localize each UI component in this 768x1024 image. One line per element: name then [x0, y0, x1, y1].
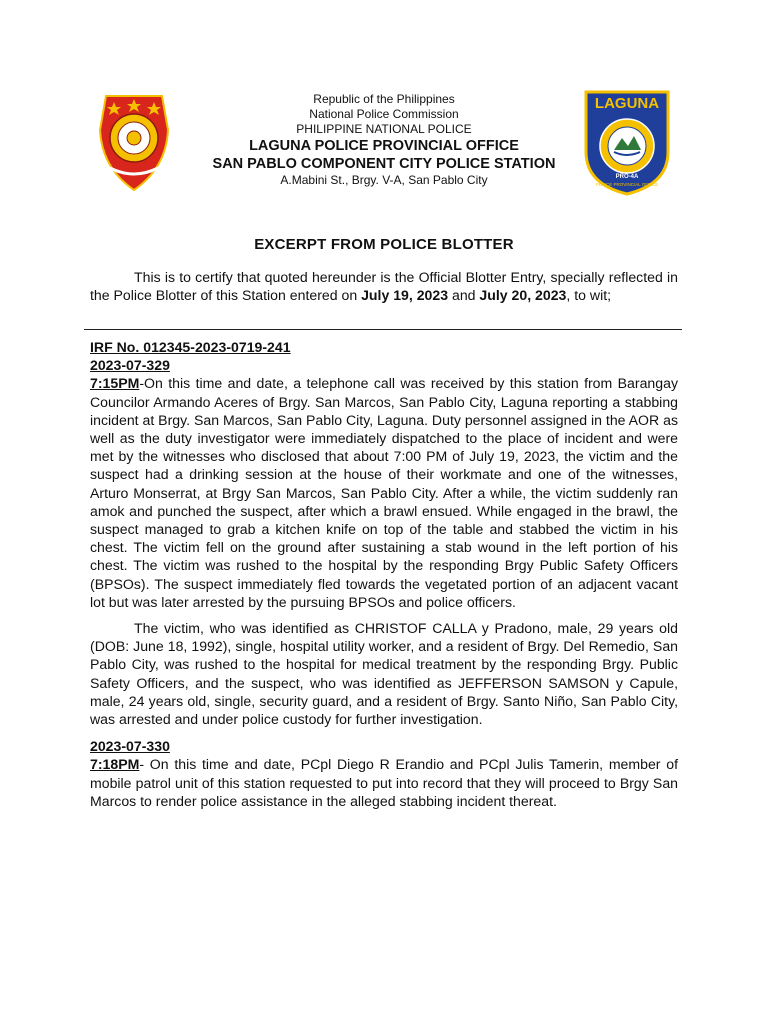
divider	[84, 329, 682, 330]
laguna-ppo-seal-icon	[584, 90, 670, 196]
letterhead	[0, 88, 768, 198]
intro-text-1: This is to certify that quoted hereunder is the Official Blotter Entry, specially reflected in the Police Blotter of this Station entered on	[90, 269, 678, 304]
irf-label: IRF No.	[90, 339, 140, 355]
document-title: EXCERPT FROM POLICE BLOTTER	[254, 236, 514, 253]
entry-2-time: 7:18PM	[90, 756, 140, 773]
intro-text-2: and	[448, 287, 480, 304]
intro-text-3: , to wit;	[566, 287, 612, 304]
blotter-entries	[90, 338, 678, 810]
seal-pro-label: PRO-4A	[615, 174, 639, 180]
station-name: SAN PABLO COMPONENT CITY POLICE STATION	[212, 156, 556, 172]
entry-2-text: - On this time and date, PCpl Diego R Erandio and PCpl Julis Tamerin, member of mobile patrol unit of this station requested to put into record that they will proceed to Brgy San Marcos to render police assistance in the alleged stabbing incident thereat.	[90, 756, 678, 809]
intro-paragraph	[90, 268, 678, 304]
office-name: LAGUNA POLICE PROVINCIAL OFFICE	[249, 138, 519, 154]
letterhead-text	[184, 92, 584, 188]
seal-ring-label: POLICE PROVINCIAL OFFICE	[595, 182, 659, 187]
irf-line	[90, 338, 678, 356]
entry-1-body	[90, 374, 678, 611]
republic-line: Republic of the Philippines	[313, 92, 455, 106]
entry-1-id	[90, 356, 678, 374]
irf-number: 012345-2023-0719-241	[139, 339, 291, 355]
intro-date-2: July 20, 2023	[479, 287, 567, 304]
pnp-line: PHILIPPINE NATIONAL POLICE	[296, 122, 472, 136]
entry-1-number: 2023-07-329	[90, 357, 170, 374]
intro-date-1: July 19, 2023	[361, 287, 449, 304]
entry-2-number: 2023-07-330	[90, 738, 170, 755]
entry-2-body	[90, 755, 678, 810]
entry-1-text: -On this time and date, a telephone call was received by this station from Barangay Councilor Armando Aceres of Brgy. San Marcos, San Pablo City, Laguna reporting a stabbing incident at Brgy. San Marcos, San Pablo City, Laguna. Duty personnel assigned in the AOR as well as the duty investigator were immediately dispatched to the place of incident and were met by the witnesses who disclosed that about 7:00 PM of July 19, 2023, the victim and the suspect had a drinking session at the house of their workmate and one of the witnesses, Arturo Monserrat, at Brgy San Marcos, San Pablo City. After a while, the victim suddenly ran amok and punched the suspect, after which a brawl ensued. While engaged in the brawl, the suspect managed to grab a kitchen knife on top of the table and stabbed the victim in his chest. The victim fell on the ground after sustaining a stab wound in the left portion of his chest. The victim was rushed to the hospital by the responding Brgy Public Safety Officers (BPSOs). The suspect immediately fled towards the vegetated portion of an adjacent vacant lot but was later arrested by the pursuing BPSOs and police officers.	[90, 375, 678, 610]
seal-laguna-label: LAGUNA	[594, 95, 660, 112]
pnp-seal-icon	[96, 90, 172, 194]
commission-line: National Police Commission	[309, 107, 459, 121]
station-address: A.Mabini St., Brgy. V-A, San Pablo City	[280, 173, 488, 187]
entry-1-paragraph-2: The victim, who was identified as CHRISTOF CALLA y Pradono, male, 29 years old (DOB: June 18, 1992), single, hospital utility worker, and a resident of Brgy. Del Remedio, San Pablo City, was rushed to the hospital for medical treatment by the responding Brgy. Public Safety Officers, and the suspect, who was identified as JEFFERSON SAMSON y Capule, male, 24 years old, single, security guard, and a resident of Brgy. Santo Niño, San Pablo City, was arrested and under police custody for further investigation.	[90, 620, 678, 728]
entry-2-id	[90, 737, 678, 755]
entry-1-time: 7:15PM	[90, 375, 140, 392]
